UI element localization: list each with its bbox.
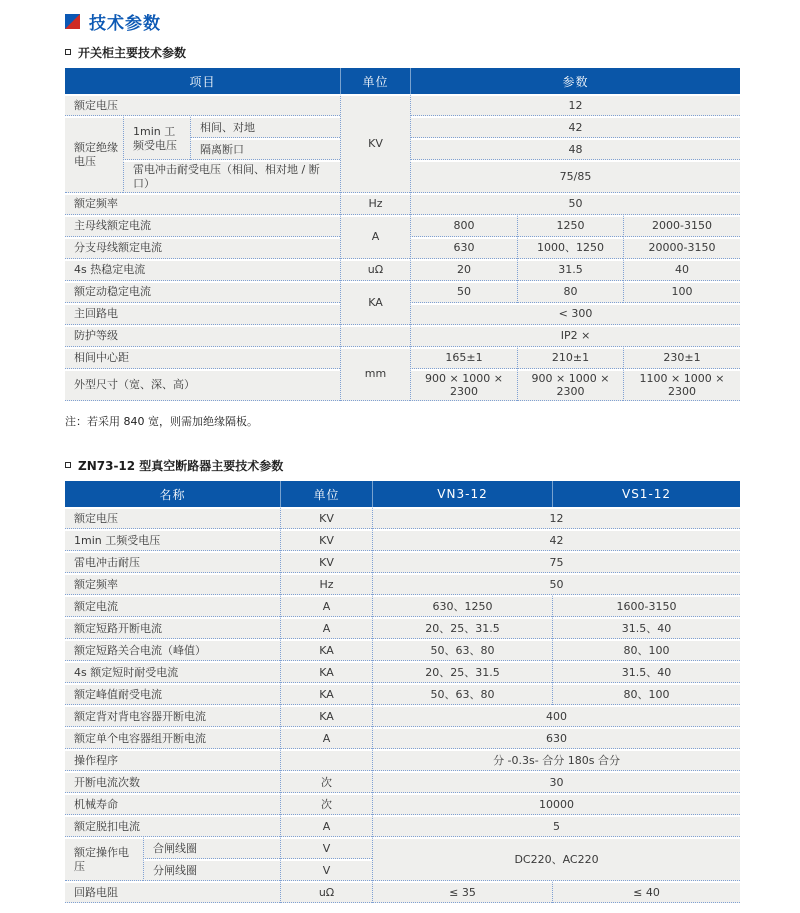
cell-item-name: 额定电压 [65,94,340,116]
table-row [65,573,740,595]
cell-value: 1100 × 1000 × 2300 [623,369,740,402]
cell-unit: 次 [280,771,372,793]
cell-value: 210±1 [517,347,623,369]
table-row [65,881,740,903]
table1-subtitle [65,44,740,60]
cell-unit: A [280,595,372,617]
cell-value: 20、25、31.5 [372,661,552,683]
cell-value: 31.5、40 [552,661,740,683]
table-row [65,529,740,551]
table-header-row [65,481,740,507]
cell-value: 80 [517,281,623,303]
cell-value: 80、100 [552,683,740,705]
cell-value: 12 [410,94,740,116]
cell-item-name: 主母线额定电流 [65,215,340,237]
cell-unit: A [280,617,372,639]
table-row [65,617,740,639]
cell-item-name: 主回路电 [65,303,340,325]
cell-item-subname: 1min 工频受电压 [123,116,190,160]
cell-value: DC220、AC220 [372,837,740,881]
cell-value: 50、63、80 [372,683,552,705]
cell-item-name: 4s 热稳定电流 [65,259,340,281]
table-row [65,281,740,303]
table-row [65,683,740,705]
cell-value: 42 [372,529,740,551]
cell-item-subname: 隔离断口 [190,138,340,160]
switchgear-params-table [65,68,740,401]
cell-value: 230±1 [623,347,740,369]
cell-value: 165±1 [410,347,517,369]
cell-value: 分 -0.3s- 合分 180s 合分 [372,749,740,771]
cell-value: 1250 [517,215,623,237]
cell-item-name: 1min 工频受电压 [65,529,280,551]
cell-unit-empty [340,325,410,347]
cell-item-name: 额定短路关合电流（峰值） [65,639,280,661]
table-row [65,325,740,347]
page-content [65,0,740,903]
table-row [65,595,740,617]
cell-unit: Hz [340,193,410,215]
cell-unit: KA [280,705,372,727]
col-header-param: 参数 [410,68,740,94]
table-row [65,551,740,573]
cell-unit: KA [340,281,410,325]
cell-value: 50 [410,193,740,215]
cell-value: 630 [410,237,517,259]
table2-subtitle [65,457,740,473]
cell-value: 48 [410,138,740,160]
table-row [65,793,740,815]
table-row [65,749,740,771]
cell-value: 800 [410,215,517,237]
cell-item-name: 机械寿命 [65,793,280,815]
table-row [65,815,740,837]
cell-unit: uΩ [280,881,372,903]
cell-unit: A [280,815,372,837]
cell-value: 630、1250 [372,595,552,617]
cell-item-name: 额定动稳定电流 [65,281,340,303]
cell-value: 100 [623,281,740,303]
cell-item-name: 额定操作电压 [65,837,143,881]
cell-value: 400 [372,705,740,727]
cell-value: 20 [410,259,517,281]
cell-unit: A [280,727,372,749]
cell-unit: KA [280,661,372,683]
cell-item-name: 额定脱扣电流 [65,815,280,837]
table-row [65,727,740,749]
cell-value: 50 [410,281,517,303]
cell-value: 50 [372,573,740,595]
table-row [65,771,740,793]
cell-unit: A [340,215,410,259]
table-row [65,639,740,661]
cell-item-name: 额定单个电容器组开断电流 [65,727,280,749]
cell-item-name: 操作程序 [65,749,280,771]
square-bullet-icon [65,49,71,55]
cell-item-name: 分支母线额定电流 [65,237,340,259]
cell-value: 80、100 [552,639,740,661]
cell-item-name: 额定背对背电容器开断电流 [65,705,280,727]
col-header-item: 项目 [65,68,340,94]
table-row [65,347,740,369]
page-title: 技术参数 [89,14,161,34]
col-header-unit: 单位 [280,481,372,507]
cell-value: ≤ 35 [372,881,552,903]
title-marker-icon [65,14,80,29]
cell-value: 2000-3150 [623,215,740,237]
cell-item-name: 额定短路开断电流 [65,617,280,639]
cell-item-name: 开断电流次数 [65,771,280,793]
cell-unit: KV [280,529,372,551]
cell-item-name: 防护等级 [65,325,340,347]
cell-item-name: 额定峰值耐受电流 [65,683,280,705]
square-bullet-icon [65,462,71,468]
table-row [65,705,740,727]
cell-value: 31.5 [517,259,623,281]
cell-item-name: 额定频率 [65,193,340,215]
cell-unit-empty [280,749,372,771]
cell-unit: KV [340,94,410,193]
cell-item-name: 外型尺寸（宽、深、高） [65,369,340,402]
cell-value: 40 [623,259,740,281]
cell-unit: Hz [280,573,372,595]
cell-value: 75 [372,551,740,573]
cell-value: 900 × 1000 × 2300 [410,369,517,402]
table-row [65,837,740,859]
cell-unit: uΩ [340,259,410,281]
col-header-unit: 单位 [340,68,410,94]
cell-value: 30 [372,771,740,793]
cell-item-name: 回路电阻 [65,881,280,903]
table2-subtitle-label: ZN73-12 型真空断路器主要技术参数 [78,458,284,473]
cell-value: 5 [372,815,740,837]
table1-subtitle-label: 开关柜主要技术参数 [78,45,187,60]
cell-value: < 300 [410,303,740,325]
cell-value: 1000、1250 [517,237,623,259]
cell-item-subname: 分闸线圈 [143,859,280,881]
cell-unit: KA [280,639,372,661]
cell-value: 630 [372,727,740,749]
cell-item-name: 额定电压 [65,507,280,529]
cell-unit: KA [280,683,372,705]
cell-value: 50、63、80 [372,639,552,661]
table-row [65,507,740,529]
cell-item-name: 额定绝缘电压 [65,116,123,193]
cell-value: 75/85 [410,160,740,193]
cell-item-name: 4s 额定短时耐受电流 [65,661,280,683]
col-header-vn3: VN3-12 [372,481,552,507]
cell-item-name: 额定频率 [65,573,280,595]
cell-value: 1600-3150 [552,595,740,617]
cell-value: 42 [410,116,740,138]
cell-item-name: 雷电冲击耐压 [65,551,280,573]
table-row [65,259,740,281]
section-header [65,0,740,32]
cell-item-subname: 雷电冲击耐受电压（相间、相对地 / 断口） [123,160,340,193]
cell-value: 10000 [372,793,740,815]
table-header-row [65,68,740,94]
cell-unit: 次 [280,793,372,815]
cell-value: IP2 × [410,325,740,347]
table-row [65,661,740,683]
cell-unit: mm [340,347,410,402]
cell-unit: V [280,837,372,859]
cell-item-subname: 相间、对地 [190,116,340,138]
cell-item-name: 额定电流 [65,595,280,617]
cell-unit: KV [280,551,372,573]
cell-value: 31.5、40 [552,617,740,639]
cell-unit: KV [280,507,372,529]
table-row [65,94,740,116]
cell-value: 20、25、31.5 [372,617,552,639]
cell-item-subname: 合闸线圈 [143,837,280,859]
col-header-vs1: VS1-12 [552,481,740,507]
cell-value: 12 [372,507,740,529]
table1-note: 注：若采用 840 宽，则需加绝缘隔板。 [65,415,258,428]
cell-item-name: 相间中心距 [65,347,340,369]
cell-value: 900 × 1000 × 2300 [517,369,623,402]
table-row [65,215,740,237]
breaker-params-table [65,481,740,903]
cell-value: ≤ 40 [552,881,740,903]
col-header-name: 名称 [65,481,280,507]
table-row [65,193,740,215]
cell-unit: V [280,859,372,881]
cell-value: 20000-3150 [623,237,740,259]
